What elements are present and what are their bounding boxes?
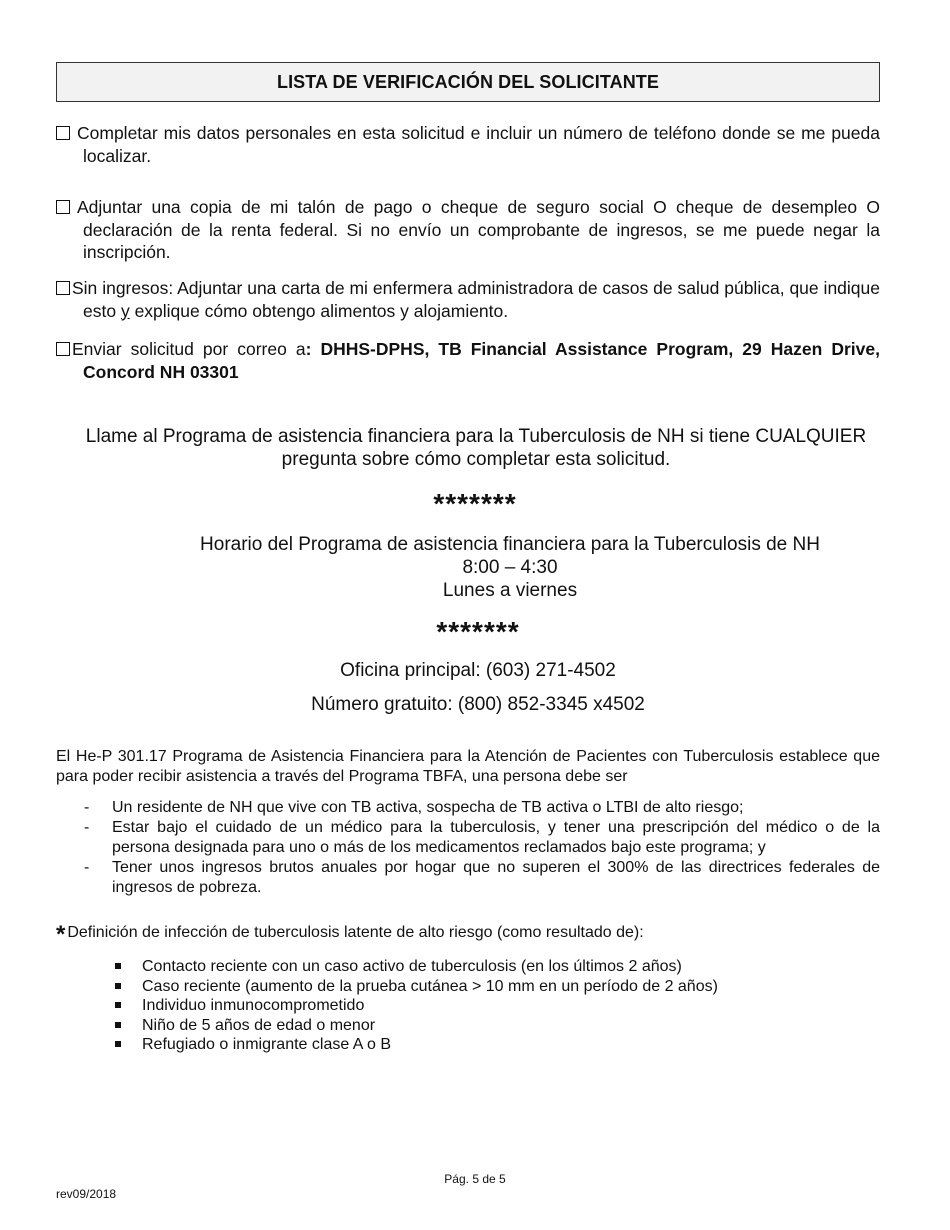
hours-time: 8:00 – 4:30 [462,557,558,578]
call-notice: Llame al Programa de asistencia financiera para la Tuberculosis de NH si tiene CUALQUIER pregunta sobre cómo completar esta solicitud. [85,426,867,470]
checklist-item-personal-data [56,122,880,167]
page-number: Pág. 5 de 5 [444,1172,506,1186]
dash-marker: - [84,859,90,876]
checkbox-icon[interactable] [56,126,70,140]
checklist-item-income-proof [56,196,880,264]
checklist-item-mail [56,338,880,383]
eligibility-intro: El He-P 301.17 Programa de Asistencia Financiera para la Atención de Pacientes con Tuberculosis establece que para poder recibir asistencia a través del Programa TBFA, una persona debe ser [56,748,880,785]
checklist-item-no-income [56,277,880,322]
checkbox-icon[interactable] [56,281,70,295]
asterisk-marker: * [56,921,66,948]
bullet-icon [115,983,121,989]
eligibility-list [56,798,880,898]
bullet-icon [115,1002,121,1008]
dash-marker: - [84,799,90,816]
dash-marker: - [84,819,90,836]
checklist-text: Adjuntar una copia de mi talón de pago o cheque de seguro social O cheque de desempleo O declaración de la renta federal. Si no envío un comprobante de ingresos, se me puede negar la inscripción. [77,197,880,262]
list-item: Refugiado o inmigrante clase A o B [112,1035,872,1055]
list-item: - Tener unos ingresos brutos anuales por hogar que no superen el 300% de las directrices federales de ingresos de pobreza. [84,859,880,896]
toll-free-phone: Número gratuito: (800) 852-3345 x4502 [311,694,645,715]
checklist-text: Sin ingresos: Adjuntar una carta de mi enfermera administradora de casos de salud pública, que indique esto [72,278,880,321]
list-item: - Estar bajo el cuidado de un médico para la tuberculosis, y tener una prescripción del médico o de la persona designada para uno o más de los medicamentos reclamados bajo este programa; y [84,819,880,856]
checkbox-icon[interactable] [56,200,70,214]
definition-intro: * Definición de infección de tuberculosis latente de alto riesgo (como resultado de): [56,921,644,948]
list-item: - Un residente de NH que vive con TB activa, sospecha de TB activa o LTBI de alto riesgo; [84,799,744,816]
bullet-icon [115,963,121,969]
list-item: Caso reciente (aumento de la prueba cutánea > 10 mm en un período de 2 años) [112,977,872,997]
main-office-phone: Oficina principal: (603) 271-4502 [340,660,616,681]
list-item: Niño de 5 años de edad o menor [112,1016,872,1036]
list-item: Contacto reciente con un caso activo de tuberculosis (en los últimos 2 años) [112,957,872,977]
bullet-icon [115,1041,121,1047]
bullet-icon [115,1022,121,1028]
checklist-text: explique cómo obtengo alimentos y alojamiento. [129,300,509,321]
checklist-text: Enviar solicitud por correo a [72,339,306,359]
page-title: LISTA DE VERIFICACIÓN DEL SOLICITANTE [56,62,880,102]
checkbox-icon[interactable] [56,342,70,356]
mailing-address: : DHHS-DPHS, TB Financial Assistance Program, 29 Hazen Drive, Concord NH 03301 [83,339,880,382]
checklist-text-underlined: y [120,300,130,321]
hours-title: Horario del Programa de asistencia financiera para la Tuberculosis de NH [200,534,820,555]
list-item: Individuo inmunocomprometido [112,996,872,1016]
hours-days: Lunes a viernes [442,580,578,601]
separator-stars: ******* [436,616,520,647]
separator-stars: ******* [433,488,517,519]
checklist-text: Completar mis datos personales en esta solicitud e incluir un número de teléfono donde se me pueda localizar. [77,123,880,166]
revision-label: rev09/2018 [56,1187,117,1201]
definition-list [112,957,872,1055]
